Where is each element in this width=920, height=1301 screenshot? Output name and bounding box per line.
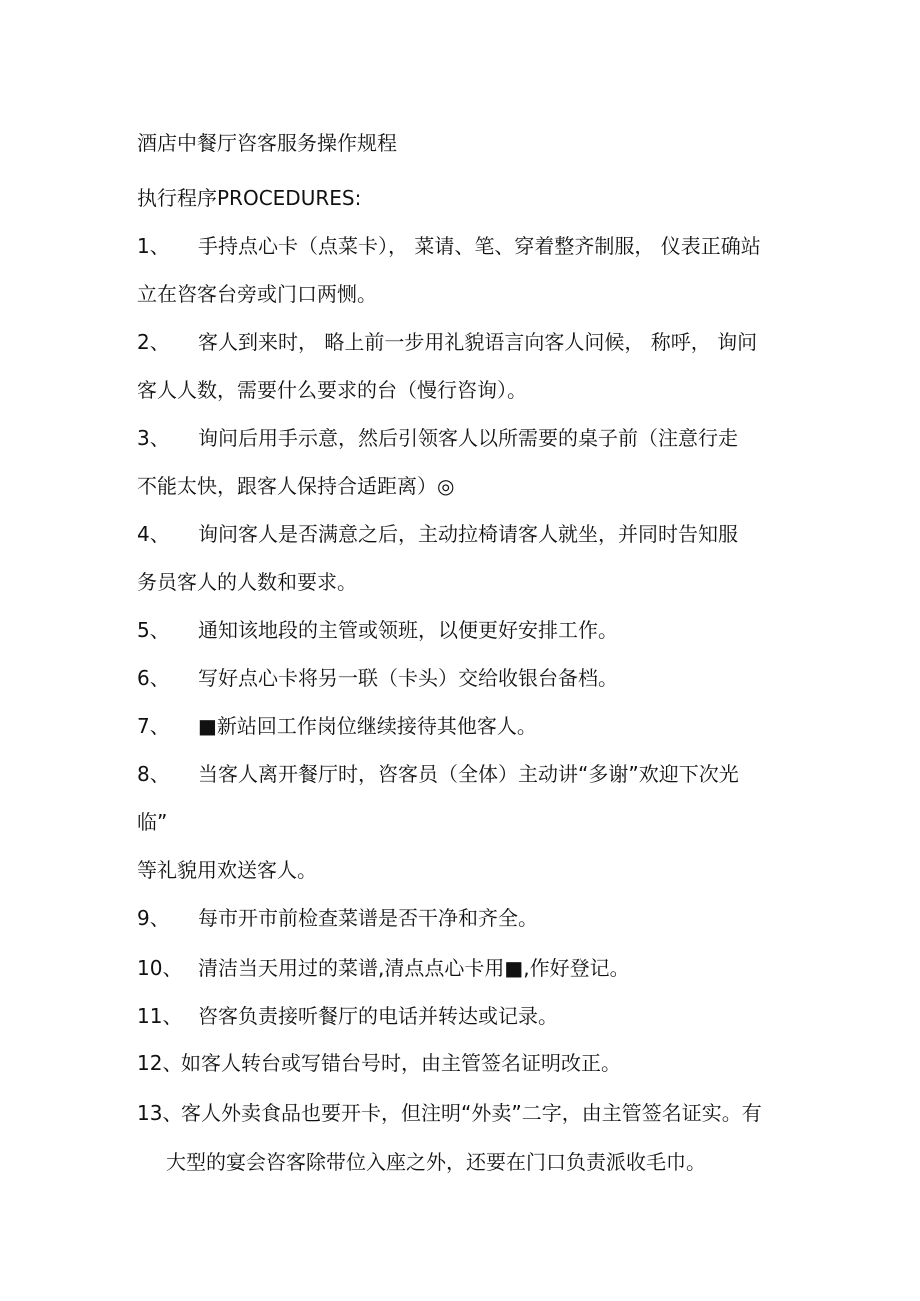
list-item-number: 10、 xyxy=(137,956,183,980)
list-item-text: 通知该地段的主管或领班，以便更好安排工作。 xyxy=(198,618,618,642)
list-item-text: 咨客负责接听餐厅的电话并转达或记录。 xyxy=(198,1004,558,1028)
list-item-number: 9、 xyxy=(137,906,170,930)
list-item-number: 12、 xyxy=(137,1051,183,1075)
list-item-number: 6、 xyxy=(137,666,170,690)
list-item-text: 等礼貌用欢送客人。 xyxy=(137,858,317,882)
list-item-text: 不能太快，跟客人保持合适距离）◎ xyxy=(137,474,455,498)
list-item-text: 客人人数，需要什么要求的台（慢行咨询）。 xyxy=(137,378,527,402)
list-item-text: 写好点心卡将另一联（卡头）交给收银台备档。 xyxy=(198,666,618,690)
list-item-text: 大型的宴会咨客除带位入座之外，还要在门口负责派收毛巾。 xyxy=(166,1150,706,1174)
list-item-text: 客人外卖食品也要开卡，但注明“外卖”二字，由主管签名证实。有 xyxy=(181,1101,762,1125)
list-item-text: 务员客人的人数和要求。 xyxy=(137,570,357,594)
list-item-number: 8、 xyxy=(137,762,170,786)
list-item-number: 7、 xyxy=(137,714,170,738)
list-item-text: 客人到来时， 略上前一步用礼貌语言向客人问候， 称呼， 询问 xyxy=(198,330,758,354)
list-item-text: 询问客人是否满意之后，主动拉椅请客人就坐，并同时告知服 xyxy=(198,522,738,546)
list-item-text: 临” xyxy=(137,810,168,834)
list-item-text: 清洁当天用过的菜谱,清点点心卡用■,作好登记。 xyxy=(198,956,630,980)
list-item-number: 2、 xyxy=(137,330,170,354)
list-item-number: 11、 xyxy=(137,1004,183,1028)
list-item-number: 5、 xyxy=(137,618,170,642)
list-item-number: 1、 xyxy=(137,234,170,258)
list-item-text: 手持点心卡（点菜卡）， 菜请、笔、穿着整齐制服， 仪表正确站 xyxy=(198,234,761,258)
list-item-number: 4、 xyxy=(137,522,170,546)
list-item-text: 如客人转台或写错台号时，由主管签名证明改正。 xyxy=(181,1051,621,1075)
list-item-text: ■新站回工作岗位继续接待其他客人。 xyxy=(198,714,537,738)
list-item-text: 立在咨客台旁或门口两恻。 xyxy=(137,282,377,306)
list-item-text: 每市开市前检查菜谱是否干净和齐全。 xyxy=(198,906,538,930)
list-item-text: 询问后用手示意，然后引领客人以所需要的桌子前（注意行走 xyxy=(198,426,738,450)
procedures-heading: 执行程序PROCEDURES: xyxy=(137,186,362,210)
list-item-text: 当客人离开餐厅时，咨客员（全体）主动讲“多谢”欢迎下次光 xyxy=(198,762,739,786)
list-item-number: 13、 xyxy=(137,1101,183,1125)
list-item-number: 3、 xyxy=(137,426,170,450)
document-title: 酒店中餐厅咨客服务操作规程 xyxy=(137,131,397,155)
